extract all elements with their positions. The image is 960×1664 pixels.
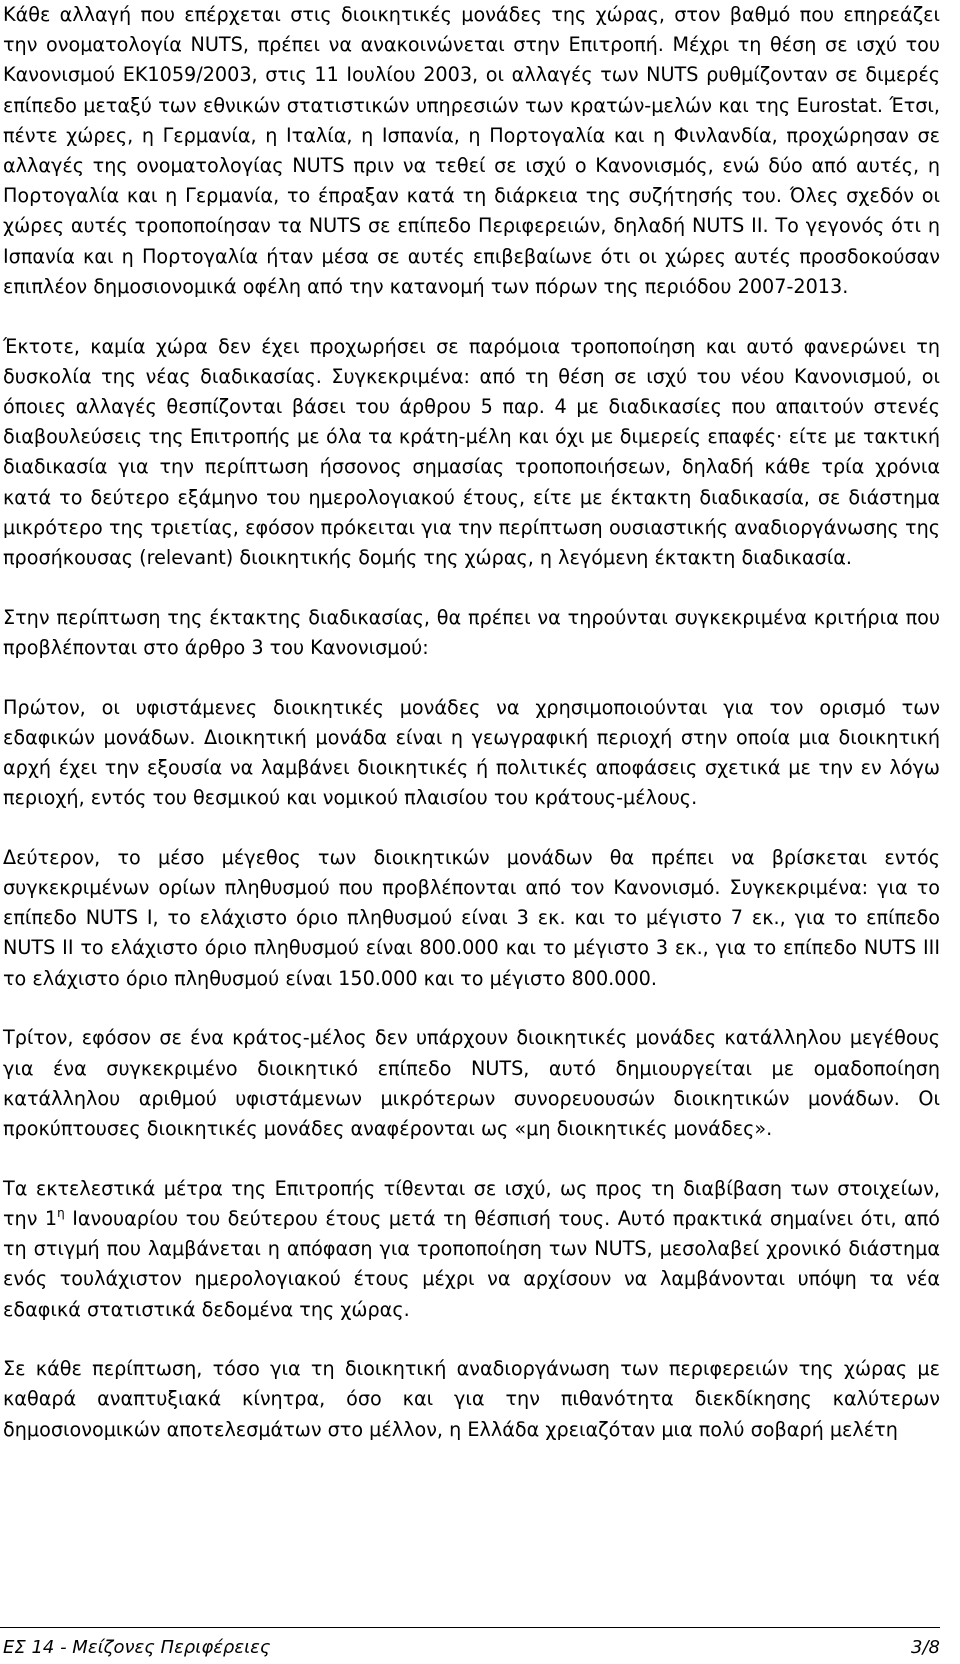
paragraph-text-end: Ιανουαρίου του δεύτερου έτους μετά τη θέσπισή τους. Αυτό πρακτικά σημαίνει ότι, από τη στιγμή που λαμβάνεται η απόφαση για τροποποίηση των NUTS, μεσολαβεί χρονικό διάστημα ενός τουλάχιστον ημερολογιακού έτους μέχρι να αρχίσουν να λαμβάνονται υπόψη τα νέα εδαφικά στατιστικά δεδομένα της χώρας. [3, 1206, 940, 1321]
paragraph-text-start: Τα εκτελεστικά μέτρα της Επιτροπής τίθενται σε ισχύ, ως προς τη διαβίβαση των στοιχείων, την 1 [3, 1176, 940, 1230]
page-number: 3/8 [911, 1637, 940, 1658]
paragraph: Στην περίπτωση της έκτακτης διαδικασίας, θα πρέπει να τηρούνται συγκεκριμένα κριτήρια που προβλέπονται στο άρθρο 3 του Κανονισμού: [3, 605, 940, 659]
ordinal-superscript: η [57, 1205, 65, 1220]
paragraph [3, 1174, 940, 1325]
page-footer [0, 1627, 940, 1664]
paragraph: Έκτοτε, καμία χώρα δεν έχει προχωρήσει σε παρόμοια τροποποίηση και αυτό φανερώνει τη δυσκολία της νέας διαδικασίας. Συγκεκριμένα: από τη θέση σε ισχύ του νέου Κανονισμού, οι όποιες αλλαγές θεσπίζονται βάσει του άρθρου 5 παρ. 4 με διαδικασίες που απαιτούν στενές διαβουλεύσεις της Επιτροπής με όλα τα κράτη-μέλη και όχι με διμερείς επαφές· είτε με τακτική διαδικασία για την περίπτωση ήσσονος σημασίας τροποποιήσεων, δηλαδή κάθε τρία χρόνια κατά το δεύτερο εξάμηνο του ημερολογιακού έτους, είτε με έκτακτη διαδικασία, σε διάστημα μικρότερο της τριετίας, εφόσον πρόκειται για την περίπτωση ουσιαστικής αναδιοργάνωσης της προσήκουσας (relevant) διοικητικής δομής της χώρας, η λεγόμενη έκτακτη διαδικασία. [3, 334, 940, 569]
document-body [3, 0, 940, 1445]
paragraph: Δεύτερον, το μέσο μέγεθος των διοικητικών μονάδων θα πρέπει να βρίσκεται εντός συγκεκριμένων ορίων πληθυσμού που προβλέπονται από τον Κανονισμό. Συγκεκριμένα: για το επίπεδο NUTS I, το ελάχιστο όριο πληθυσμού είναι 3 εκ. και το μέγιστο 7 εκ., για το επίπεδο NUTS II το ελάχιστο όριο πληθυσμού είναι 800.000 και το μέγιστο 3 εκ., για το επίπεδο NUTS III το ελάχιστο όριο πληθυσμού είναι 150.000 και το μέγιστο 800.000. [3, 845, 940, 990]
paragraph: Τρίτον, εφόσον σε ένα κράτος-μέλος δεν υπάρχουν διοικητικές μονάδες κατάλληλου μεγέθους για ένα συγκεκριμένο διοικητικό επίπεδο NUTS, αυτό δημιουργείται με ομαδοποίηση κατάλληλου αριθμού υφιστάμενων μικρότερων συνορευουσών διοικητικών μονάδων. Οι προκύπτουσες διοικητικές μονάδες αναφέρονται ως «μη διοικητικές μονάδες». [3, 1026, 940, 1140]
paragraph: Κάθε αλλαγή που επέρχεται στις διοικητικές μονάδες της χώρας, στον βαθμό που επηρεάζει την ονοματολογία NUTS, πρέπει να ανακοινώνεται στην Επιτροπή. Μέχρι τη θέση σε ισχύ του Κανονισμού ΕΚ1059/2003, στις 11 Ιουλίου 2003, οι αλλαγές των NUTS ρυθμίζονταν σε διμερές επίπεδο μεταξύ των εθνικών στατιστικών υπηρεσιών των κρατών-μελών και της Eurostat. Έτσι, πέντε χώρες, η Γερμανία, η Ιταλία, η Ισπανία, η Πορτογαλία και η Φινλανδία, προχώρησαν σε αλλαγές της ονοματολογίας NUTS πριν να τεθεί σε ισχύ ο Κανονισμός, ενώ δύο από αυτές, η Πορτογαλία και η Γερμανία, το έπραξαν κατά τη διάρκεια της συζήτησής του. Όλες σχεδόν οι χώρες αυτές τροποποίησαν τα NUTS σε επίπεδο Περιφερειών, δηλαδή NUTS II. Το γεγονός ότι η Ισπανία και η Πορτογαλία ήταν μέσα σε αυτές επιβεβαίωνε ότι οι χώρες αυτές προσδοκούσαν επιπλέον δημοσιονομικά οφέλη από την κατανομή των πόρων της περιόδου 2007-2013. [3, 3, 940, 298]
paragraph: Πρώτον, οι υφιστάμενες διοικητικές μονάδες να χρησιμοποιούνται για τον ορισμό των εδαφικών μονάδων. Διοικητική μονάδα είναι η γεωγραφική περιοχή στην οποία μια διοικητική αρχή έχει την εξουσία να λαμβάνει διοικητικές ή πολιτικές αποφάσεις σχετικά με την εν λόγω περιοχή, εντός του θεσμικού και νομικού πλαισίου του κράτους-μέλους. [3, 695, 940, 810]
paragraph: Σε κάθε περίπτωση, τόσο για τη διοικητική αναδιοργάνωση των περιφερειών της χώρας με καθαρά αναπτυξιακά κίνητρα, όσο και για την πιθανότητα διεκδίκησης καλύτερων δημοσιονομικών αποτελεσμάτων στο μέλλον, η Ελλάδα χρειαζόταν μια πολύ σοβαρή μελέτη [3, 1357, 940, 1441]
footer-document-title: ΕΣ 14 - Μείζονες Περιφέρειες [3, 1637, 271, 1658]
